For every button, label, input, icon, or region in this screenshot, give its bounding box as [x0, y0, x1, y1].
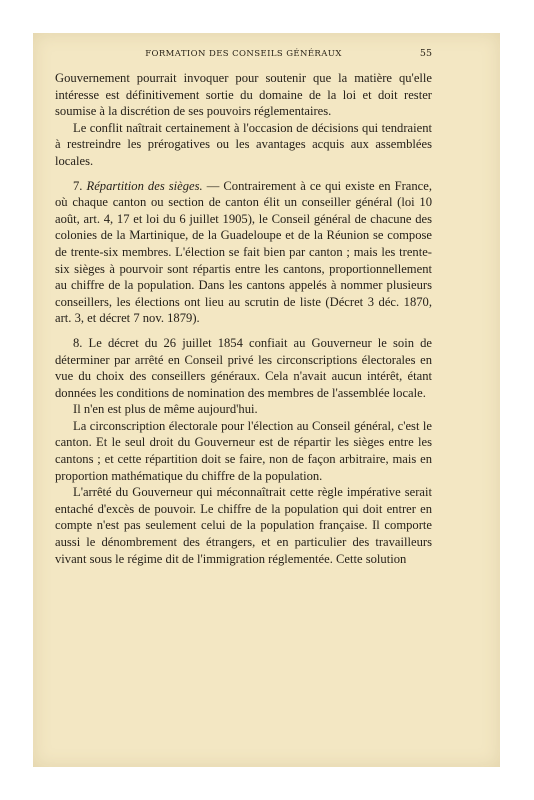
paragraph-section-7 — [55, 178, 432, 327]
paragraph-circonscription: La circonscription électorale pour l'élection au Conseil général, c'est le canton. Et le seul droit du Gouverneur est de répartir les sièges entre les cantons ; et cette répartition doit se faire, non de façon arbitraire, mais en proportion mathématique du chiffre de la population. — [55, 418, 432, 483]
paragraph-continued: Gouvernement pourrait invoquer pour soutenir que la matière qu'elle intéresse est définitivement sortie du domaine de la loi et doit rester soumise à la discrétion de ses pouvoirs réglementaires. — [55, 71, 432, 119]
page-header — [55, 47, 432, 61]
running-title: FORMATION DES CONSEILS GÉNÉRAUX — [145, 49, 342, 59]
section-title: Répartition des sièges. — [86, 178, 203, 193]
paragraph-short: Il n'en est plus de même aujourd'hui. — [73, 402, 258, 417]
section-number: 7. — [73, 178, 83, 193]
paragraph-conflict: Le conflit naîtrait certainement à l'occasion de décisions qui tendraient à restreindre les prérogatives ou les avantages acquis aux assemblées locales. — [55, 120, 432, 168]
paragraph-arrete: L'arrêté du Gouverneur qui méconnaîtrait cette règle impérative serait entaché d'excès de pouvoir. Le chiffre de la population qui doit entrer en compte n'est pas seulement celui de la population française. Il comporte aussi le dénombrement des étrangers, et en particulier des travailleurs vivant sous le régime dit de l'immigration réglementée. Cette solution — [55, 485, 432, 566]
paragraph-section-8: 8. Le décret du 26 juillet 1854 confiait au Gouverneur le soin de déterminer par arrêté en Conseil privé les circonscriptions électorales en vue du choix des conseillers généraux. Cela n'avait aucun intérêt, étant données les conditions de nomination des membres de l'assemblée locale. — [55, 335, 432, 400]
page-body — [55, 70, 432, 567]
section-text: — Contrairement à ce qui existe en France, où chaque canton ou section de canton élit un conseiller général (loi 10 août, art. 4, 17 et loi du 6 juillet 1905), le Conseil général de chacune des colonies de la Martinique, de la Guadeloupe et de la Réunion se compose de trente-six membres. L'élection se fait bien par canton ; mais les trente-six sièges à pourvoir sont répartis entre les cantons, proportionnellement au chiffre de la population. Dans les cantons appelés à nommer plusieurs conseillers, les élections ont lieu au scrutin de liste (Décret 3 déc. 1870, art. 3, et décret 7 nov. 1879). — [55, 178, 432, 326]
page-number: 55 — [419, 48, 432, 59]
